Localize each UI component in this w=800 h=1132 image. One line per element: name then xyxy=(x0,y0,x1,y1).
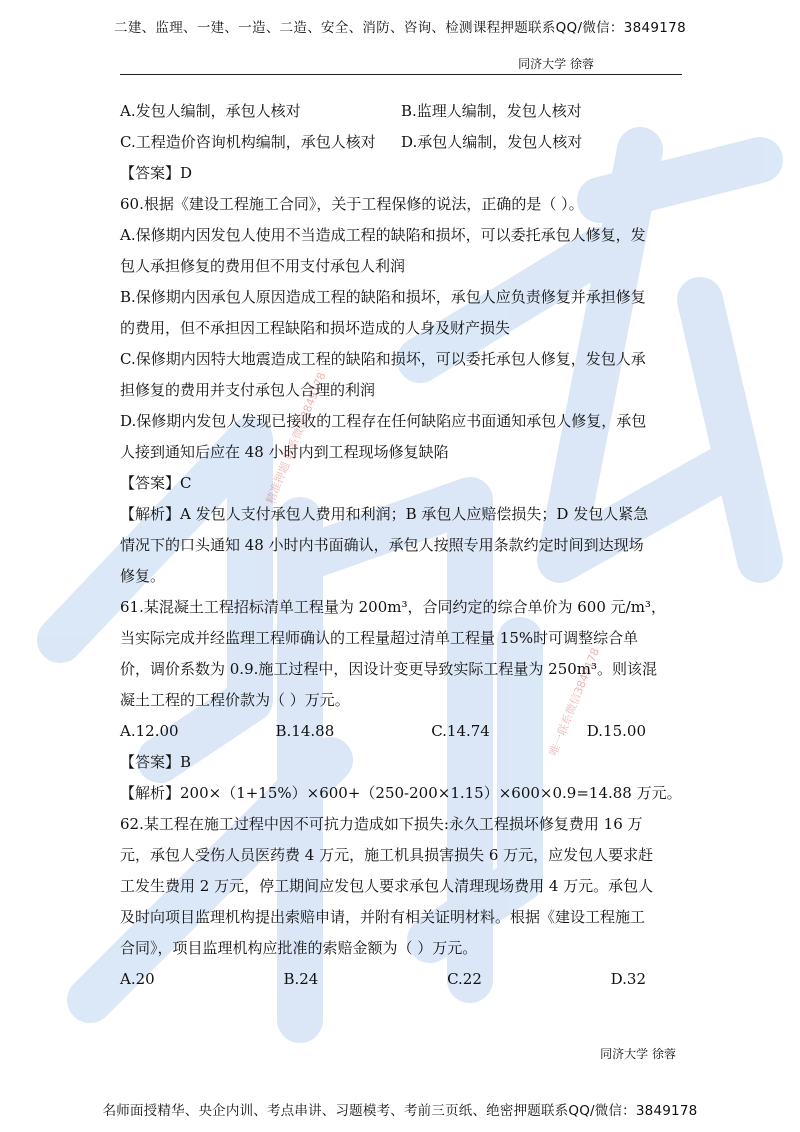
q60-option-d-line-2: 人接到通知后应在 48 小时内到工程现场修复缺陷 xyxy=(120,443,449,461)
q62-stem-line-3: 工发生费用 2 万元，停工期间应发包人要求承包人清理现场费用 4 万元。承包人 xyxy=(120,877,654,895)
q59-option-c: C.工程造价咨询机构编制，承包人核对 xyxy=(120,133,376,151)
q61-stem-line-3: 价，调价系数为 0.9.施工过程中，因设计变更导致实际工程量为 250m³。则该混 xyxy=(120,660,658,678)
header-rule xyxy=(120,74,682,75)
q59-answer: 【答案】D xyxy=(120,164,193,182)
q62-stem-line-4: 及时向项目监理机构提出索赔申请，并附有相关证明材料。根据《建设工程施工 xyxy=(120,908,646,926)
q59-options-row-2 xyxy=(120,127,682,158)
q62-option-c: C.22 xyxy=(447,970,482,988)
q60-analysis-line-3: 修复。 xyxy=(120,567,166,585)
q60-option-c-line-2: 担修复的费用并支付承包人合理的利润 xyxy=(120,381,376,399)
q61-stem-line-2: 当实际完成并经监理工程师确认的工程量超过清单工程量 15%时可调整综合单 xyxy=(120,629,639,647)
q62-stem-line-2: 元，承包人受伤人员医药费 4 万元，施工机具损害损失 6 万元，应发包人要求赶 xyxy=(120,846,654,864)
q60-analysis-line-1: 【解析】A 发包人支付承包人费用和利润；B 承包人应赔偿损失；D 发包人紧急 xyxy=(120,505,649,523)
q60-answer: 【答案】C xyxy=(120,474,192,492)
q59-option-d: D.承包人编制，发包人核对 xyxy=(401,133,583,151)
q61-option-d: D.15.00 xyxy=(586,722,646,740)
q61-stem-line-4: 凝土工程的工程价款为（ ）万元。 xyxy=(120,691,350,709)
q61-option-b: B.14.88 xyxy=(275,722,335,740)
q59-option-a: A.发包人编制，承包人核对 xyxy=(120,102,301,120)
q61-options-row xyxy=(120,716,682,747)
q60-analysis-line-2: 情况下的口头通知 48 小时内书面确认，承包人按照专用条款约定时间到达现场 xyxy=(120,536,644,554)
q60-option-a-line-2: 包人承担修复的费用但不用支付承包人利润 xyxy=(120,257,406,275)
header-author: 同济大学 徐蓉 xyxy=(518,57,594,71)
q62-stem-line-5: 合同》，项目监理机构应批准的索赔金额为（ ）万元。 xyxy=(120,939,478,957)
top-banner: 二建、监理、一建、一造、二造、安全、消防、咨询、检测课程押题联系QQ/微信：3849178 xyxy=(114,20,686,36)
q62-option-a: A.20 xyxy=(120,970,155,988)
page-content xyxy=(120,96,682,995)
q59-option-b: B.监理人编制，发包人核对 xyxy=(401,102,582,120)
q61-stem-line-1: 61.某混凝土工程招标清单工程量为 200m³，合同约定的综合单价为 600 元/m³， xyxy=(120,598,666,616)
q59-options-row-1 xyxy=(120,96,682,127)
footer-author: 同济大学 徐蓉 xyxy=(600,1047,676,1061)
watermark-stamp: 精准押题 联系微信3849178 xyxy=(263,370,329,506)
watermark-stamp: 唯一联系微信3849178 xyxy=(546,646,602,758)
q61-option-c: C.14.74 xyxy=(431,722,490,740)
q60-option-a-line-1: A.保修期内因发包人使用不当造成工程的缺陷和损坏，可以委托承包人修复，发 xyxy=(120,226,646,244)
q60-option-c-line-1: C.保修期内因特大地震造成工程的缺陷和损坏，可以委托承包人修复，发包人承 xyxy=(120,350,646,368)
q61-analysis: 【解析】200×（1+15%）×600+（250-200×1.15）×600×0.9=14.88 万元。 xyxy=(120,784,682,802)
bottom-banner: 名师面授精华、央企内训、考点串讲、习题模考、考前三页纸、绝密押题联系QQ/微信：3849178 xyxy=(102,1103,698,1119)
q62-options-row xyxy=(120,964,682,995)
q62-option-b: B.24 xyxy=(283,970,319,988)
q61-answer: 【答案】B xyxy=(120,753,192,771)
q61-option-a: A.12.00 xyxy=(120,722,179,740)
q62-stem-line-1: 62.某工程在施工过程中因不可抗力造成如下损失:永久工程损坏修复费用 16 万 xyxy=(120,815,643,833)
q60-option-d-line-1: D.保修期内发包人发现已接收的工程存在任何缺陷应书面通知承包人修复，承包 xyxy=(120,412,647,430)
q60-stem: 60.根据《建设工程施工合同》，关于工程保修的说法，正确的是（ ）。 xyxy=(120,195,584,213)
q62-option-d: D.32 xyxy=(610,970,646,988)
q60-option-b-line-2: 的费用，但不承担因工程缺陷和损坏造成的人身及财产损失 xyxy=(120,319,511,337)
q60-option-b-line-1: B.保修期内因承包人原因造成工程的缺陷和损坏，承包人应负责修复并承担修复 xyxy=(120,288,646,306)
